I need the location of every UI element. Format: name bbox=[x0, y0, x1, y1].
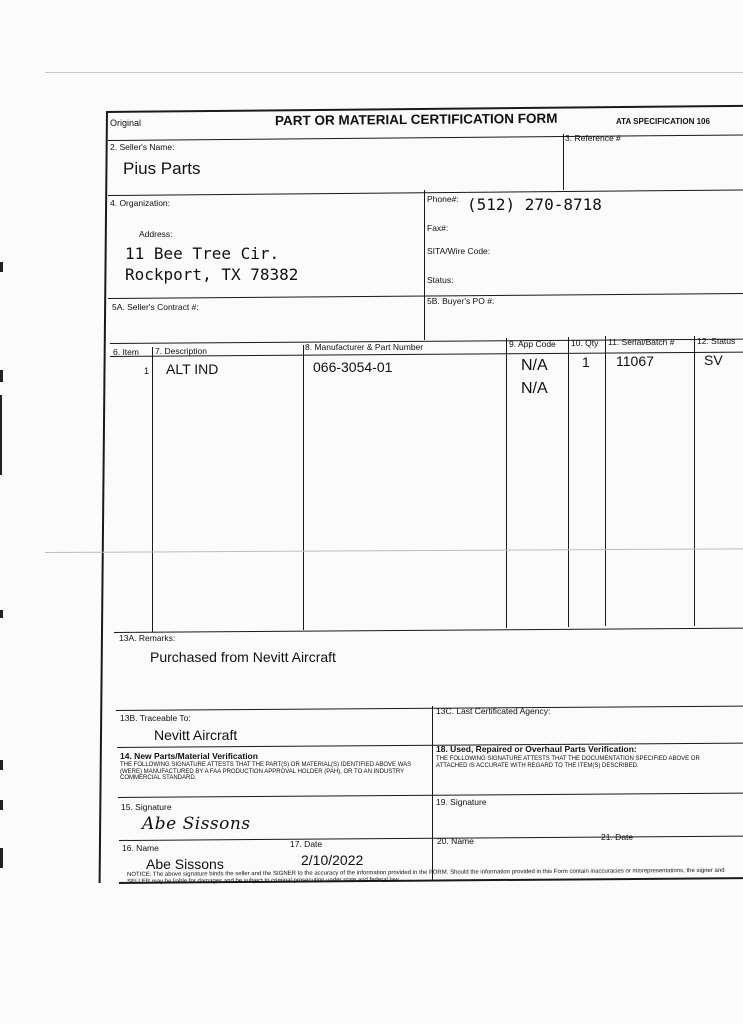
form-border-left bbox=[99, 111, 108, 883]
scan-fold bbox=[45, 548, 743, 553]
remarks-value: Purchased from Nevitt Aircraft bbox=[150, 649, 336, 665]
seller-name-value: Pius Parts bbox=[123, 159, 201, 178]
divider bbox=[563, 134, 564, 190]
form-title: PART OR MATERIAL CERTIFICATION FORM bbox=[274, 110, 558, 129]
notice-text: NOTICE: The above signature binds the seller and the SIGNER to the accuracy of the information provided in the FORM. Should the information provided in this Form contain inaccuracies or misrepresentations, the signer and SELLER may be liable for damages and be subject to criminal prosecution under state and federal law. bbox=[127, 867, 725, 885]
date-21-label: 21. Date bbox=[601, 832, 634, 842]
divider bbox=[116, 706, 743, 712]
address-line2: Rockport, TX 78382 bbox=[125, 265, 299, 284]
scan-edge-top bbox=[45, 72, 743, 73]
column-line bbox=[605, 336, 606, 626]
header-description: 7. Description bbox=[155, 346, 207, 356]
header-status: 12. Status bbox=[697, 336, 736, 346]
divider bbox=[108, 134, 743, 141]
fax-label: Fax#: bbox=[427, 223, 449, 233]
margin-mark bbox=[0, 262, 3, 272]
header-item: 6. Item bbox=[113, 347, 139, 357]
signature-19-label: 19. Signature bbox=[436, 797, 487, 807]
address-label: Address: bbox=[139, 229, 173, 239]
row-qty: 1 bbox=[582, 354, 590, 370]
row-part-number: 066-3054-01 bbox=[313, 359, 393, 375]
margin-mark bbox=[0, 760, 3, 770]
divider bbox=[114, 628, 743, 634]
name-20-label: 20. Name bbox=[437, 836, 474, 846]
reference-label: 3. Reference # bbox=[565, 133, 621, 143]
margin-mark bbox=[0, 848, 3, 868]
column-line bbox=[568, 337, 569, 627]
column-line bbox=[694, 336, 695, 626]
column-line bbox=[506, 338, 507, 628]
signature-15-value: Abe Sissons bbox=[142, 814, 251, 834]
divider bbox=[424, 190, 425, 340]
header-part-number: 8. Manufacturer & Part Number bbox=[305, 342, 424, 352]
column-line bbox=[303, 345, 304, 630]
buyer-po-label: 5B. Buyer's PO #: bbox=[427, 296, 495, 306]
divider bbox=[117, 743, 743, 749]
traceable-value: Nevitt Aircraft bbox=[154, 727, 238, 743]
column-line bbox=[152, 347, 153, 632]
margin-mark bbox=[0, 610, 3, 618]
new-parts-text: THE FOLLOWING SIGNATURE ATTESTS THAT THE PART(S) OR MATERIAL(S) IDENTIFIED ABOVE WAS (WERE) MANUFACTURED BY A FAA PRODUCTION APPROVAL HOLDER (PAH), OR TO AN INDUSTRY COMMERCIAL STANDARD. bbox=[120, 762, 412, 781]
used-parts-text: THE FOLLOWING SIGNATURE ATTESTS THAT THE DOCUMENTATION SPECIFIED ABOVE OR ATTACHED IS ACCURATE WITH REGARD TO THE ITEM(S) DESCRIBED. bbox=[436, 756, 700, 769]
ata-spec: ATA SPECIFICATION 106 bbox=[616, 117, 710, 126]
row-description: ALT IND bbox=[166, 361, 219, 377]
used-parts-label: 18. Used, Repaired or Overhaul Parts Verification: bbox=[436, 744, 637, 754]
status-label: Status: bbox=[427, 275, 454, 285]
divider bbox=[108, 189, 743, 196]
seller-name-label: 2. Seller's Name: bbox=[110, 142, 175, 152]
sita-label: SITA/Wire Code: bbox=[427, 246, 491, 256]
margin-mark bbox=[0, 395, 2, 475]
header-qty: 10. Qty bbox=[571, 338, 599, 348]
name-16-label: 16. Name bbox=[122, 843, 159, 853]
row-app-code-2: N/A bbox=[521, 380, 548, 397]
divider bbox=[119, 836, 743, 842]
remarks-label: 13A. Remarks: bbox=[119, 633, 176, 643]
row-serial: 11067 bbox=[616, 353, 654, 369]
header-app-code: 9. App Code bbox=[509, 339, 556, 349]
date-17-label: 17. Date bbox=[290, 839, 323, 849]
margin-mark bbox=[0, 370, 3, 382]
copy-label: Original bbox=[110, 118, 142, 128]
address-line1: 11 Bee Tree Cir. bbox=[125, 244, 280, 263]
organization-label: 4. Organization: bbox=[110, 198, 171, 208]
name-value: Abe Sissons bbox=[146, 856, 224, 872]
divider bbox=[118, 793, 743, 799]
row-item: 1 bbox=[144, 366, 150, 376]
margin-mark bbox=[0, 800, 3, 810]
divider bbox=[108, 293, 743, 299]
divider bbox=[432, 706, 433, 881]
traceable-label: 13B. Traceable To: bbox=[120, 713, 191, 723]
signature-15-label: 15. Signature bbox=[121, 802, 172, 812]
row-status: SV bbox=[704, 352, 723, 368]
phone-label: Phone#: bbox=[427, 194, 459, 204]
row-app-code: N/A bbox=[521, 357, 548, 374]
seller-contract-label: 5A. Seller's Contract #: bbox=[112, 302, 199, 312]
date-value: 2/10/2022 bbox=[301, 852, 364, 868]
new-parts-label: 14. New Parts/Material Verification bbox=[120, 751, 258, 761]
header-serial: 11. Serial/Batch # bbox=[608, 337, 675, 347]
phone-value: (512) 270-8718 bbox=[467, 195, 602, 214]
last-agency-label: 13C. Last Certificated Agency: bbox=[436, 706, 551, 716]
